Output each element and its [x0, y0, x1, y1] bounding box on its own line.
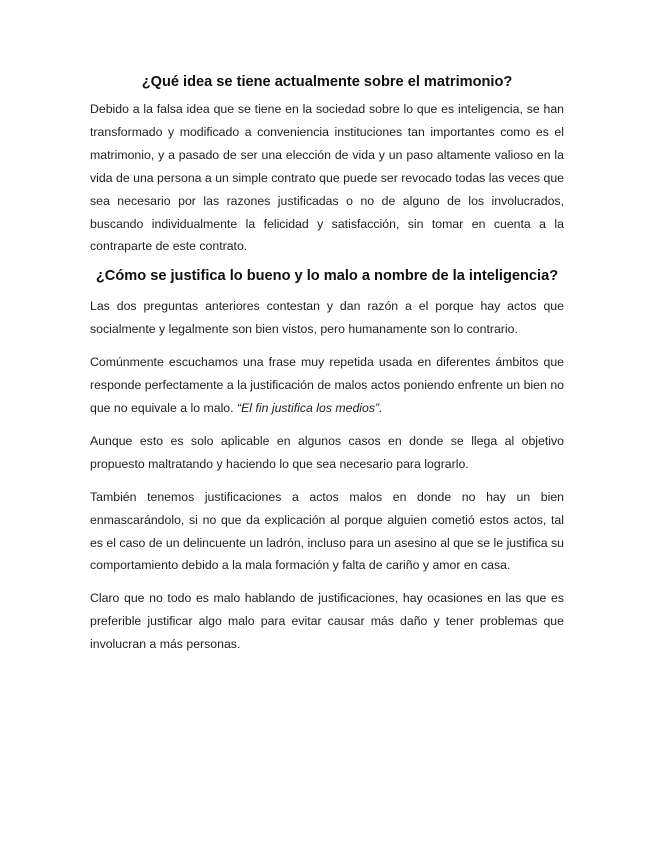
- quote-fin-justifica: “El fin justifica los medios”.: [236, 400, 383, 415]
- paragraph-matrimonio: Debido a la falsa idea que se tiene en la sociedad sobre lo que es inteligencia, se han transformado y modificado a conveniencia instituciones tan importantes como es el matrimonio, y a pasado de ser una elección de vida y un paso altamente valioso en la vida de una persona a un simple contrato que puede ser revocado todas las veces que sea necesario por las razones justificadas o no de alguno de los involucrados, buscando individualmente la felicidad y satisfacción, sin tomar en cuenta a la contraparte de este contrato.: [90, 102, 564, 254]
- section-heading-justificacion: ¿Cómo se justifica lo bueno y lo malo a nombre de la inteligencia?: [95, 268, 559, 285]
- document-page: [90, 70, 564, 656]
- paragraph-preguntas-anteriores: Las dos preguntas anteriores contestan y dan razón a el porque hay actos que socialmente y legalmente son bien vistos, pero humanamente son lo contrario.: [90, 299, 564, 337]
- paragraph-aunque: Aunque esto es solo aplicable en algunos casos en donde se llega al objetivo propuesto maltratando y haciendo lo que sea necesario para lograrlo.: [90, 433, 564, 471]
- paragraph-claro-que: Claro que no todo es malo hablando de justificaciones, hay ocasiones en las que es preferible justificar algo malo para evitar causar más daño y tener problemas que involucran a más personas.: [90, 591, 564, 652]
- section-heading-matrimonio: ¿Qué idea se tiene actualmente sobre el matrimonio?: [141, 74, 513, 90]
- paragraph-justificaciones-malos: También tenemos justificaciones a actos malos en donde no hay un bien enmascarándolo, si no que da explicación al porque alguien cometió estos actos, tal es el caso de un delincuente un ladrón, incluso para un asesino al que se le justifica su comportamiento debido a la mala formación y falta de cariño y amor en casa.: [90, 489, 564, 573]
- paragraph-frase-repetida: [90, 351, 564, 420]
- paragraph-frase-text: Comúnmente escuchamos una frase muy repetida usada en diferentes ámbitos que responde perfectamente a la justificación de malos actos poniendo enfrente un bien no que no equivale a lo malo.: [90, 355, 564, 415]
